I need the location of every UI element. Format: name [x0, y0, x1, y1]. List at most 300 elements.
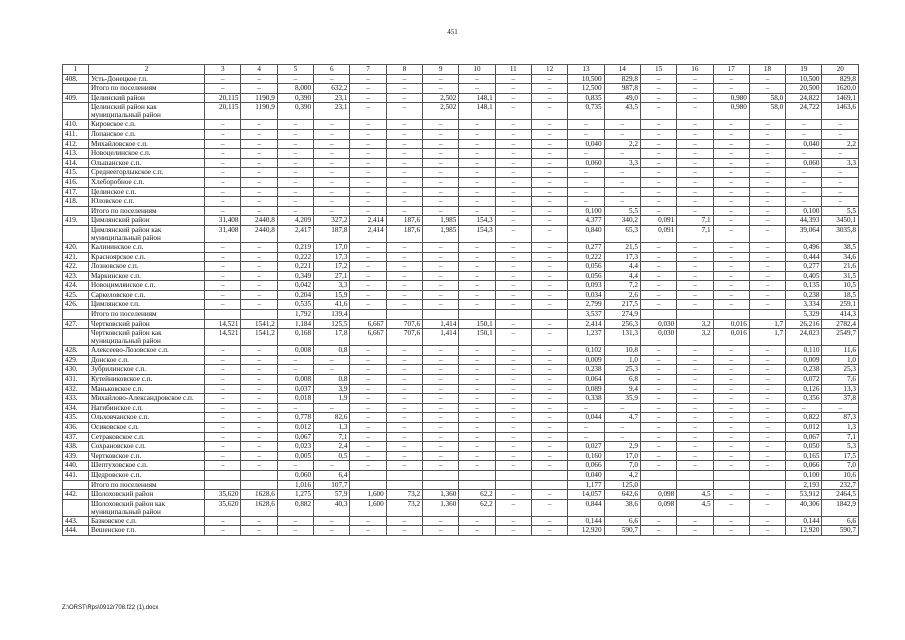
row-number-cell: 420. [63, 242, 89, 252]
value-cell: – [531, 216, 567, 226]
value-cell: 0,535 [277, 300, 313, 310]
value-cell: – [314, 129, 350, 139]
value-cell: – [531, 281, 567, 291]
value-cell: – [314, 74, 350, 84]
value-cell: – [495, 413, 531, 423]
value-cell: – [495, 103, 531, 120]
value-cell: – [495, 300, 531, 310]
row-number-cell: 408. [63, 74, 89, 84]
value-cell: 0,277 [786, 262, 822, 272]
value-cell: – [713, 375, 749, 385]
value-cell: – [205, 177, 241, 187]
value-cell: 232,7 [822, 480, 859, 490]
value-cell: 5,5 [822, 206, 859, 216]
column-number-cell: 16 [677, 65, 713, 75]
value-cell: – [677, 403, 713, 413]
value-cell: – [495, 290, 531, 300]
value-cell: 0,008 [277, 346, 313, 356]
row-number-cell: 429. [63, 355, 89, 365]
value-cell: – [495, 375, 531, 385]
value-cell: – [604, 168, 640, 178]
value-cell: – [205, 413, 241, 423]
value-cell: – [531, 84, 567, 94]
value-cell: – [314, 158, 350, 168]
value-cell: 0,060 [277, 470, 313, 480]
value-cell: – [423, 403, 459, 413]
value-cell: 10,500 [568, 74, 604, 84]
value-cell: – [205, 403, 241, 413]
value-cell: 41,6 [314, 300, 350, 310]
value-cell: 0,009 [568, 355, 604, 365]
value-cell: – [713, 355, 749, 365]
value-cell: 10,5 [822, 281, 859, 291]
value-cell: – [495, 206, 531, 216]
value-cell: – [531, 206, 567, 216]
value-cell: 6,4 [314, 470, 350, 480]
value-cell: – [713, 490, 749, 500]
value-cell: – [459, 526, 495, 536]
row-number-cell: 438. [63, 442, 89, 452]
value-cell: 4,7 [604, 413, 640, 423]
value-cell: – [386, 120, 422, 130]
value-cell: 20,115 [205, 103, 241, 120]
value-cell: – [459, 403, 495, 413]
settlement-name-cell: Шолоховский район как муниципальный район [88, 499, 204, 516]
value-cell: 0,066 [568, 461, 604, 471]
value-cell: 2,193 [786, 480, 822, 490]
value-cell: 707,6 [386, 319, 422, 329]
value-cell: 14,057 [568, 490, 604, 500]
value-cell: 187,8 [314, 225, 350, 242]
value-cell: – [640, 206, 676, 216]
value-cell: – [350, 300, 386, 310]
value-cell: – [386, 346, 422, 356]
value-cell: – [531, 375, 567, 385]
value-cell: – [531, 225, 567, 242]
value-cell: 26,216 [786, 319, 822, 329]
value-cell: – [459, 355, 495, 365]
value-cell: – [495, 490, 531, 500]
value-cell: 0,067 [277, 432, 313, 442]
value-cell: – [531, 129, 567, 139]
value-cell: – [314, 168, 350, 178]
value-cell: – [749, 84, 785, 94]
value-cell: 0,160 [568, 451, 604, 461]
value-cell: – [495, 168, 531, 178]
value-cell: 65,3 [604, 225, 640, 242]
value-cell: 40,306 [786, 499, 822, 516]
value-cell: – [713, 290, 749, 300]
value-cell: – [677, 84, 713, 94]
value-cell: – [386, 74, 422, 84]
value-cell: 0,056 [568, 271, 604, 281]
value-cell: – [386, 168, 422, 178]
value-cell: – [749, 490, 785, 500]
table-row [63, 242, 859, 252]
value-cell: – [277, 158, 313, 168]
value-cell: – [604, 129, 640, 139]
value-cell: – [386, 93, 422, 103]
value-cell: 327,2 [314, 216, 350, 226]
value-cell: 24,023 [786, 329, 822, 346]
table-row [63, 252, 859, 262]
value-cell: – [241, 168, 277, 178]
column-number-cell: 18 [749, 65, 785, 75]
value-cell: – [423, 197, 459, 207]
value-cell: – [640, 139, 676, 149]
value-cell: – [713, 74, 749, 84]
value-cell: – [713, 300, 749, 310]
value-cell: – [277, 177, 313, 187]
value-cell: – [640, 242, 676, 252]
value-cell: 7,1 [677, 225, 713, 242]
value-cell [495, 480, 531, 490]
value-cell: 27,1 [314, 271, 350, 281]
value-cell: 58,0 [749, 103, 785, 120]
table-row [63, 149, 859, 159]
value-cell: – [677, 413, 713, 423]
value-cell: – [495, 93, 531, 103]
value-cell: – [495, 187, 531, 197]
value-cell: 62,2 [459, 499, 495, 516]
row-number-cell: 437. [63, 432, 89, 442]
value-cell: – [459, 129, 495, 139]
value-cell: – [495, 451, 531, 461]
value-cell: – [749, 262, 785, 272]
value-cell: – [350, 84, 386, 94]
value-cell: 20,500 [786, 84, 822, 94]
row-number-cell: 431. [63, 375, 89, 385]
value-cell: – [423, 384, 459, 394]
value-cell: – [677, 423, 713, 433]
row-number-cell: 413. [63, 149, 89, 159]
value-cell: – [640, 394, 676, 404]
column-number-cell: 17 [713, 65, 749, 75]
value-cell: – [386, 281, 422, 291]
value-cell: 0,349 [277, 271, 313, 281]
value-cell: 20,115 [205, 93, 241, 103]
value-cell: – [205, 168, 241, 178]
value-cell: – [386, 103, 422, 120]
value-cell: – [205, 74, 241, 84]
table-row [63, 103, 859, 120]
value-cell: – [677, 252, 713, 262]
value-cell: – [786, 403, 822, 413]
value-cell: 0,444 [786, 252, 822, 262]
value-cell: – [459, 281, 495, 291]
value-cell: – [495, 242, 531, 252]
value-cell: – [495, 384, 531, 394]
value-cell: – [749, 129, 785, 139]
value-cell: – [350, 149, 386, 159]
value-cell: – [749, 242, 785, 252]
value-cell: – [713, 120, 749, 130]
value-cell: – [350, 168, 386, 178]
value-cell: – [459, 384, 495, 394]
value-cell: 414,3 [822, 310, 859, 320]
value-cell: – [568, 432, 604, 442]
value-cell: – [386, 461, 422, 471]
value-cell: – [677, 158, 713, 168]
value-cell: – [459, 206, 495, 216]
value-cell: – [749, 149, 785, 159]
value-cell: – [640, 252, 676, 262]
value-cell: – [640, 526, 676, 536]
row-number-cell: 425. [63, 290, 89, 300]
value-cell: 25,3 [822, 365, 859, 375]
value-cell: – [822, 187, 859, 197]
value-cell: – [495, 516, 531, 526]
settlement-name-cell: Итого по поселениям [88, 84, 204, 94]
value-cell: – [241, 262, 277, 272]
value-cell: – [640, 129, 676, 139]
value-cell: – [677, 281, 713, 291]
value-cell: – [713, 225, 749, 242]
value-cell: 0,012 [786, 423, 822, 433]
value-cell: – [205, 355, 241, 365]
value-cell [713, 480, 749, 490]
value-cell: 187,6 [386, 216, 422, 226]
value-cell: 3,3 [822, 158, 859, 168]
value-cell: 0,060 [786, 158, 822, 168]
value-cell: 3,537 [568, 310, 604, 320]
value-cell: 0,009 [786, 355, 822, 365]
value-cell: – [749, 197, 785, 207]
value-cell: 0,093 [568, 281, 604, 291]
column-number-cell: 20 [822, 65, 859, 75]
value-cell: – [495, 225, 531, 242]
settlement-name-cell: Зубрилинское с.п. [88, 365, 204, 375]
table-row [63, 310, 859, 320]
value-cell: – [386, 206, 422, 216]
value-cell: – [495, 442, 531, 452]
value-cell: – [277, 355, 313, 365]
value-cell: 2,2 [604, 139, 640, 149]
value-cell: – [350, 281, 386, 291]
row-number-cell: 417. [63, 187, 89, 197]
table-row [63, 120, 859, 130]
value-cell: – [677, 384, 713, 394]
value-cell: – [350, 103, 386, 120]
settlement-name-cell: Маньковское с.п. [88, 384, 204, 394]
value-cell: – [205, 281, 241, 291]
value-cell: – [495, 346, 531, 356]
file-path-footer: Z:\ORST\Rps\0912r708.f22 (1).docx [62, 605, 159, 611]
row-number-cell: 440. [63, 461, 89, 471]
value-cell: – [677, 394, 713, 404]
value-cell [205, 470, 241, 480]
value-cell: – [749, 384, 785, 394]
value-cell: – [713, 84, 749, 94]
value-cell: 0,980 [713, 93, 749, 103]
value-cell: – [314, 355, 350, 365]
value-cell: – [713, 442, 749, 452]
value-cell: – [423, 432, 459, 442]
value-cell: 8,000 [277, 84, 313, 94]
value-cell: – [677, 177, 713, 187]
value-cell: 0,037 [277, 384, 313, 394]
table-row [63, 84, 859, 94]
value-cell: – [386, 197, 422, 207]
row-number-cell: 415. [63, 168, 89, 178]
value-cell: 0,040 [786, 139, 822, 149]
row-number-cell: 422. [63, 262, 89, 272]
row-number-cell [63, 310, 89, 320]
value-cell: – [423, 177, 459, 187]
value-cell: – [640, 103, 676, 120]
value-cell [241, 470, 277, 480]
value-cell: 4,2 [604, 470, 640, 480]
value-cell: 340,2 [604, 216, 640, 226]
value-cell: – [568, 120, 604, 130]
column-number-cell: 3 [205, 65, 241, 75]
value-cell: 0,840 [568, 225, 604, 242]
value-cell: – [205, 394, 241, 404]
value-cell: – [749, 413, 785, 423]
value-cell: – [786, 197, 822, 207]
value-cell: – [350, 384, 386, 394]
value-cell: – [459, 120, 495, 130]
value-cell: – [241, 290, 277, 300]
settlement-name-cell: Итого по поселениям [88, 206, 204, 216]
value-cell [423, 310, 459, 320]
value-cell: – [459, 423, 495, 433]
value-cell: 154,3 [459, 225, 495, 242]
value-cell: – [713, 129, 749, 139]
value-cell: 1628,6 [241, 490, 277, 500]
value-cell: – [314, 461, 350, 471]
settlement-name-cell: Чертковский район [88, 319, 204, 329]
value-cell: – [640, 451, 676, 461]
value-cell: – [749, 281, 785, 291]
value-cell: – [822, 177, 859, 187]
value-cell: – [531, 120, 567, 130]
value-cell: 5,5 [604, 206, 640, 216]
settlement-name-cell: Лозновское с.п. [88, 262, 204, 272]
value-cell: – [640, 120, 676, 130]
value-cell: 0,091 [640, 216, 676, 226]
value-cell: – [713, 413, 749, 423]
value-cell [677, 310, 713, 320]
value-cell: – [677, 168, 713, 178]
value-cell: 4,5 [677, 490, 713, 500]
value-cell: 0,072 [786, 375, 822, 385]
value-cell: 2,502 [423, 93, 459, 103]
value-cell: 0,100 [786, 470, 822, 480]
value-cell: – [531, 177, 567, 187]
value-cell: – [640, 346, 676, 356]
value-cell: – [459, 451, 495, 461]
value-cell: – [749, 461, 785, 471]
value-cell: – [677, 242, 713, 252]
value-cell: – [459, 168, 495, 178]
value-cell: 0,027 [568, 442, 604, 452]
value-cell [386, 310, 422, 320]
value-cell: – [495, 129, 531, 139]
value-cell: – [677, 271, 713, 281]
value-cell: 0,030 [640, 319, 676, 329]
value-cell: – [786, 168, 822, 178]
value-cell: – [677, 206, 713, 216]
value-cell: 2,414 [568, 319, 604, 329]
value-cell: 0,040 [568, 139, 604, 149]
value-cell: – [495, 319, 531, 329]
value-cell: 0,064 [568, 375, 604, 385]
value-cell: 0,098 [640, 499, 676, 516]
value-cell: – [205, 384, 241, 394]
value-cell: – [495, 149, 531, 159]
settlement-name-cell: Сетраковское с.п. [88, 432, 204, 442]
value-cell: 590,7 [822, 526, 859, 536]
value-cell: – [640, 423, 676, 433]
value-cell: – [677, 187, 713, 197]
value-cell: – [604, 403, 640, 413]
value-cell: – [459, 461, 495, 471]
value-cell: 131,3 [604, 329, 640, 346]
value-cell: 18,5 [822, 290, 859, 300]
value-cell: 17,0 [604, 451, 640, 461]
value-cell: – [677, 74, 713, 84]
value-cell: – [713, 451, 749, 461]
value-cell: – [531, 187, 567, 197]
value-cell: – [640, 461, 676, 471]
value-cell: – [531, 271, 567, 281]
row-number-cell: 434. [63, 403, 89, 413]
value-cell: – [677, 197, 713, 207]
value-cell: – [568, 187, 604, 197]
value-cell: 17,8 [314, 329, 350, 346]
value-cell [677, 470, 713, 480]
value-cell: 2,417 [277, 225, 313, 242]
value-cell: – [531, 432, 567, 442]
settlement-name-cell: Ольховчанское с.п. [88, 413, 204, 423]
value-cell: 2,414 [350, 216, 386, 226]
value-cell: – [423, 290, 459, 300]
column-number-cell: 5 [277, 65, 313, 75]
value-cell: 0,089 [568, 384, 604, 394]
value-cell: – [350, 394, 386, 404]
value-cell: – [423, 262, 459, 272]
row-number-cell [63, 84, 89, 94]
value-cell: – [205, 432, 241, 442]
value-cell: – [677, 262, 713, 272]
value-cell: – [640, 93, 676, 103]
row-number-cell: 441. [63, 470, 89, 480]
value-cell: – [386, 242, 422, 252]
value-cell: 38,5 [822, 242, 859, 252]
table-row [63, 168, 859, 178]
value-cell: – [749, 120, 785, 130]
value-cell: – [241, 242, 277, 252]
value-cell: – [241, 271, 277, 281]
value-cell: – [640, 355, 676, 365]
value-cell: 4,4 [604, 271, 640, 281]
value-cell: 57,9 [314, 490, 350, 500]
value-cell: – [423, 74, 459, 84]
value-cell: – [713, 516, 749, 526]
value-cell: – [749, 300, 785, 310]
value-cell: – [350, 120, 386, 130]
value-cell: 2,799 [568, 300, 604, 310]
value-cell: – [205, 197, 241, 207]
value-cell: – [459, 187, 495, 197]
table-row [63, 516, 859, 526]
value-cell: – [531, 242, 567, 252]
value-cell [531, 470, 567, 480]
value-cell: – [531, 168, 567, 178]
value-cell: 256,3 [604, 319, 640, 329]
value-cell: 2464,5 [822, 490, 859, 500]
